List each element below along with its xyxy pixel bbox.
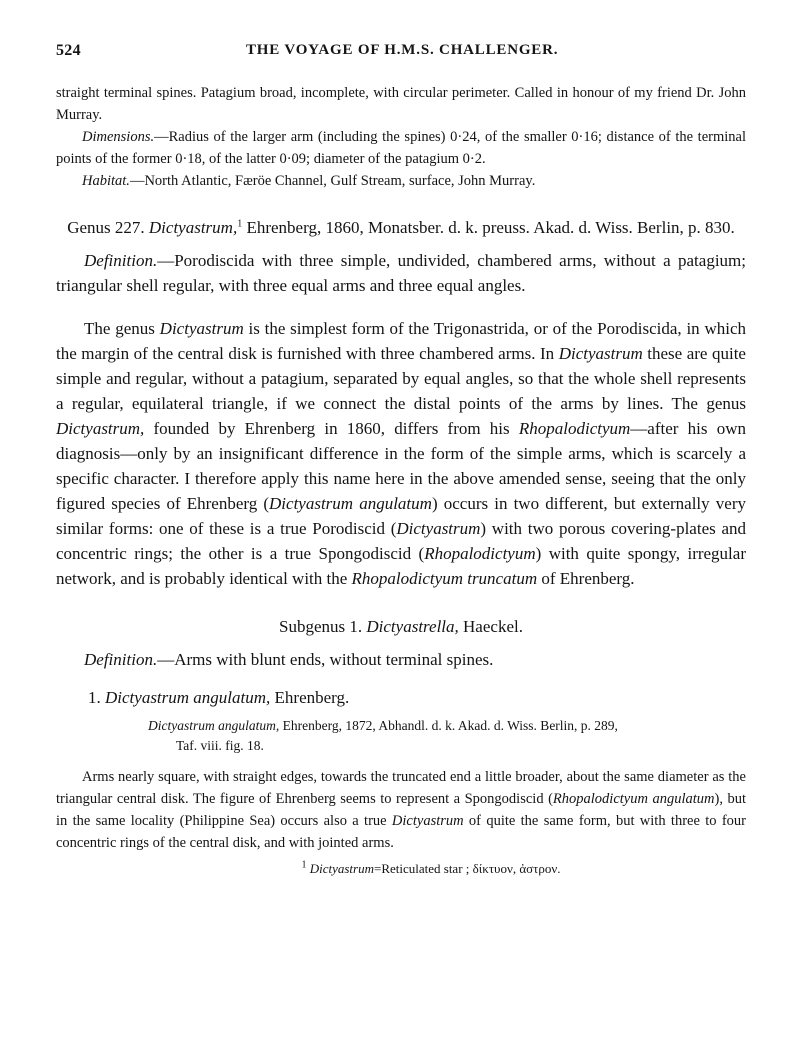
subgenus-prefix: Subgenus 1. xyxy=(279,617,363,636)
genus-definition-label: Definition. xyxy=(84,251,158,270)
page xyxy=(56,34,746,878)
genus-paragraph-run-3: Dictyastrum xyxy=(558,344,643,363)
subgenus-definition xyxy=(56,647,746,672)
genus-paragraph-run-1: Dictyastrum xyxy=(159,319,244,338)
synonym-citation-line2: Taf. viii. fig. 18. xyxy=(176,738,264,753)
genus-prefix: Genus 227. xyxy=(67,218,145,237)
genus-paragraph-run-13: Rhopalodictyum xyxy=(424,544,536,563)
subgenus-definition-text: —Arms with blunt ends, without terminal spines. xyxy=(157,650,494,669)
genus-paragraph-run-4: these are quite simple and regular, without a patagium, separated by equal angles, so that the whole shell represents a regular, equilateral triangle, if we connect the distal points of the arms by lines. The genus xyxy=(56,344,746,413)
genus-paragraph-run-0: The genus xyxy=(84,319,160,338)
dimensions-text: —Radius of the larger arm (including the spines) 0·24, of the smaller 0·16; distance of the terminal points of the former 0·18, of the latter 0·09; diameter of the patagium 0·2. xyxy=(56,129,746,167)
species-description-run-2: ), but in the same locality (Philippine Sea) occurs also a true xyxy=(56,791,746,829)
subgenus-heading xyxy=(56,615,746,639)
genus-paragraph-run-9: Dictyastrum angulatum xyxy=(269,494,432,513)
genus-heading xyxy=(56,216,746,240)
genus-paragraph-run-8: —after his own diagnosis—only by an insignificant difference in the form of the simple arms, which is scarcely a specific character. I therefore apply this name here in the above amended sense, seeing that the only figured species of Ehrenberg ( xyxy=(56,419,746,513)
genus-discussion-paragraph xyxy=(56,316,746,591)
genus-paragraph-run-10: ) occurs in two different, but externally very similar forms: one of these is a true Porodiscid ( xyxy=(56,494,746,538)
species-description-run-3: Dictyastrum xyxy=(391,813,464,829)
species-description-run-4: of quite the same form, but with three to four concentric rings of the central disk, and with jointed arms. xyxy=(56,813,746,851)
species-author: Ehrenberg. xyxy=(274,688,350,707)
footnote-mark: 1 xyxy=(301,859,307,871)
genus-paragraph-run-7: Rhopalodictyum xyxy=(518,419,631,438)
synonym-citation-line1: Ehrenberg, 1872, Abhandl. d. k. Akad. d. Wiss. Berlin, p. 289, xyxy=(282,718,618,733)
synonymy xyxy=(56,716,746,756)
genus-definition xyxy=(56,248,746,298)
species-heading xyxy=(56,686,746,710)
habitat-label: Habitat. xyxy=(82,173,130,189)
species-description-run-0: Arms nearly square, with straight edges, towards the truncated end a little broader, about the same diameter as the triangular central disk. The figure of Ehrenberg seems to represent a Spongodiscid ( xyxy=(56,769,746,807)
genus-paragraph-run-16: of Ehrenberg. xyxy=(537,569,635,588)
footnote xyxy=(56,860,746,878)
genus-paragraph-run-12: ) with two porous covering-plates and concentric rings; the other is a true Spongodiscid ( xyxy=(56,519,746,563)
synonym-name: Dictyastrum angulatum, xyxy=(148,718,280,733)
prev-species-description-end: straight terminal spines. Patagium broad, incomplete, with circular perimeter. Called in honour of my friend Dr. John Murray. xyxy=(56,85,746,123)
genus-paragraph-run-6: founded by Ehrenberg in 1860, differs from his xyxy=(144,419,519,438)
prev-species-habitat xyxy=(56,170,746,192)
genus-paragraph-run-15: Rhopalodictyum truncatum xyxy=(351,569,538,588)
genus-paragraph-run-5: Dictyastrum, xyxy=(56,419,145,438)
prev-species-dimensions xyxy=(56,126,746,170)
genus-paragraph-run-2: is the simplest form of the Trigonastrida, or of the Porodiscida, in which the margin of the central disk is furnished with three chambered arms. In xyxy=(56,319,747,363)
running-header xyxy=(56,34,746,60)
running-title: THE VOYAGE OF H.M.S. CHALLENGER. xyxy=(246,42,559,58)
subgenus-definition-label: Definition. xyxy=(84,650,158,669)
subgenus-author: Haeckel. xyxy=(463,617,523,636)
species-description xyxy=(56,766,746,854)
genus-citation: Ehrenberg, 1860, Monatsber. d. k. preuss. Akad. d. Wiss. Berlin, p. 830. xyxy=(246,218,735,237)
genus-paragraph-run-11: Dictyastrum xyxy=(396,519,481,538)
genus-name: Dictyastrum, xyxy=(148,218,238,237)
subgenus-name: Dictyastrella, xyxy=(366,617,459,636)
genus-definition-text: —Porodiscida with three simple, undivided, chambered arms, without a patagium; triangular shell regular, with three equal arms and three equal angles. xyxy=(56,251,746,295)
page-number: 524 xyxy=(56,42,81,59)
habitat-text: —North Atlantic, Færöe Channel, Gulf Stream, surface, John Murray. xyxy=(129,173,536,189)
species-description-run-1: Rhopalodictyum angulatum xyxy=(552,791,715,807)
species-name: Dictyastrum angulatum, xyxy=(105,688,271,707)
footnote-text: =Reticulated star ; δίκτυον, ἀστρον. xyxy=(373,861,561,876)
genus-paragraph-run-14: ) with quite spongy, irregular network, and is probably identical with the xyxy=(56,544,746,588)
footnote-term: Dictyastrum xyxy=(309,861,374,876)
genus-footnote-mark: 1 xyxy=(237,218,243,230)
species-number: 1. xyxy=(88,688,101,707)
dimensions-label: Dimensions. xyxy=(82,129,155,145)
